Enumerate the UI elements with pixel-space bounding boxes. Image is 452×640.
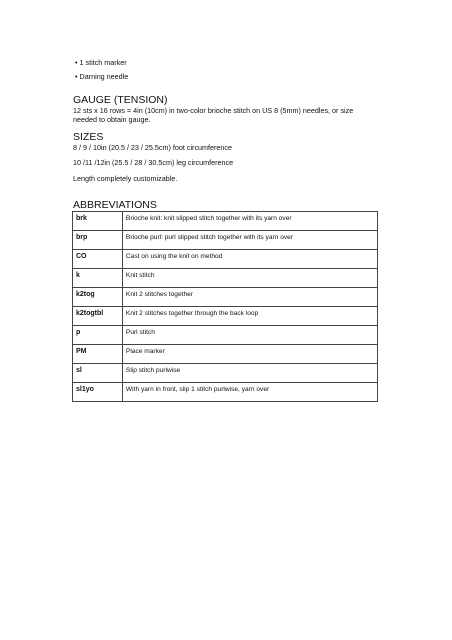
abbreviations-heading: ABBREVIATIONS [73, 199, 157, 211]
list-item: • Darning needle [75, 71, 129, 81]
table-row [73, 250, 378, 269]
abbreviation-definition: Place marker [122, 345, 377, 364]
abbreviation-term: CO [73, 250, 123, 269]
abbreviation-term: brp [73, 231, 123, 250]
table-row [73, 326, 378, 345]
gauge-text-line-2: needed to obtain gauge. [73, 115, 151, 124]
list-item: • 1 stitch marker [75, 58, 127, 67]
gauge-text-line-1: 12 sts x 16 rows = 4in (10cm) in two-color brioche stitch on US 8 (5mm) needles, or size [73, 106, 354, 115]
abbreviation-definition: Knit stitch [122, 269, 377, 288]
sizes-length-note: Length completely customizable. [73, 174, 178, 183]
abbreviation-definition: Brioche knit: knit slipped stitch together with its yarn over [122, 212, 377, 231]
table-row [73, 307, 378, 326]
abbreviation-term: p [73, 326, 123, 345]
abbreviation-term: k [73, 269, 123, 288]
abbreviation-definition: Brioche purl: purl slipped stitch together with its yarn over [122, 231, 377, 250]
abbreviation-definition: Knit 2 stitches together through the back loop [122, 307, 377, 326]
abbreviation-term: sl1yo [73, 383, 123, 402]
table-row [73, 231, 378, 250]
sizes-foot-circumference: 8 / 9 / 10in (20.5 / 23 / 25.5cm) foot circumference [73, 143, 233, 152]
gauge-heading: GAUGE (TENSION) [73, 94, 168, 106]
abbreviation-definition: Slip stitch purlwise [122, 364, 377, 383]
abbreviation-term: sl [73, 364, 123, 383]
abbreviation-term: PM [73, 345, 123, 364]
abbreviation-definition: Cast on using the knit on method [122, 250, 377, 269]
abbreviation-definition: Knit 2 stitches together [122, 288, 377, 307]
abbreviation-term: k2tog [73, 288, 123, 307]
sizes-heading: SIZES [73, 131, 104, 143]
table-row [73, 269, 378, 288]
abbreviation-term: brk [73, 212, 123, 231]
abbreviation-definition: Purl stitch [122, 326, 377, 345]
abbreviation-term: k2togtbl [73, 307, 123, 326]
table-row [73, 212, 378, 231]
sizes-leg-circumference: 10 /11 /12in (25.5 / 28 / 30.5cm) leg circumference [73, 158, 234, 167]
materials-list [75, 58, 128, 85]
table-row [73, 383, 378, 402]
table-row [73, 288, 378, 307]
table-row [73, 364, 378, 383]
abbreviation-definition: With yarn in front, slip 1 stitch purlwise, yarn over [122, 383, 377, 402]
abbreviations-table [72, 211, 378, 402]
table-row [73, 345, 378, 364]
